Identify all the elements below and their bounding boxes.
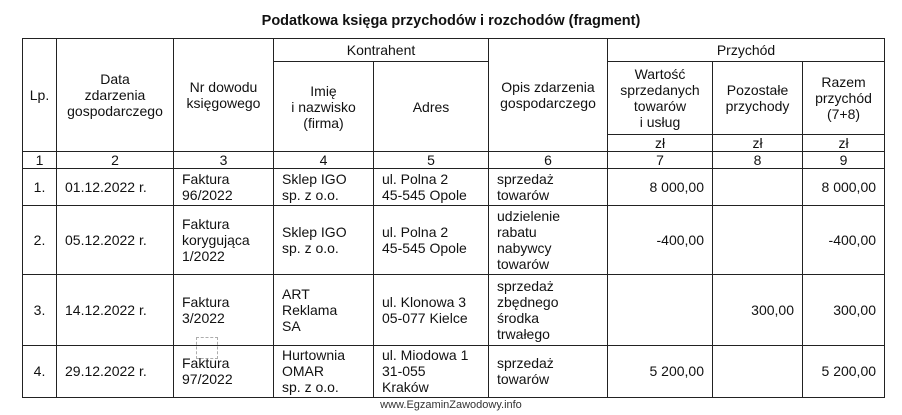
row-doc: Faktura korygująca 1/2022 [174, 206, 274, 275]
currency-sales: zł [608, 134, 713, 151]
row-address: ul. Polna 2 45-545 Opole [374, 169, 489, 206]
row-lp: 1. [23, 169, 57, 206]
row-name: Hurtownia OMAR sp. z o.o. [274, 345, 374, 398]
row-desc: udzielenie rabatu nabywcy towarów [489, 206, 608, 275]
row-date: 05.12.2022 r. [57, 206, 174, 275]
row-sales [608, 274, 713, 345]
header-doc: Nr dowodu księgowego [174, 39, 274, 152]
row-lp: 3. [23, 274, 57, 345]
currency-other: zł [713, 134, 803, 151]
row-total: 8 000,00 [803, 169, 885, 206]
ledger-table [22, 38, 885, 398]
row-address: ul. Polna 2 45-545 Opole [374, 206, 489, 275]
row-other [713, 169, 803, 206]
row-doc: Faktura 96/2022 [174, 169, 274, 206]
row-desc: sprzedaż towarów [489, 169, 608, 206]
row-date: 29.12.2022 r. [57, 345, 174, 398]
row-other [713, 206, 803, 275]
row-name: ART Reklama SA [274, 274, 374, 345]
row-other: 300,00 [713, 274, 803, 345]
row-sales: -400,00 [608, 206, 713, 275]
col-number: 4 [274, 151, 374, 168]
table-row [23, 345, 885, 398]
row-doc: Faktura 3/2022 [174, 274, 274, 345]
row-name: Sklep IGO sp. z o.o. [274, 206, 374, 275]
row-sales: 5 200,00 [608, 345, 713, 398]
header-contractor: Kontrahent [274, 39, 489, 62]
watermark-stamp [196, 337, 218, 359]
header-total: Razem przychód (7+8) [803, 62, 885, 135]
row-other [713, 345, 803, 398]
row-doc: Faktura 97/2022 [174, 345, 274, 398]
col-number: 9 [803, 151, 885, 168]
header-income: Przychód [608, 39, 885, 62]
currency-total: zł [803, 134, 885, 151]
row-address: ul. Miodowa 1 31-055 Kraków [374, 345, 489, 398]
table-row [23, 206, 885, 275]
row-sales: 8 000,00 [608, 169, 713, 206]
row-name: Sklep IGO sp. z o.o. [274, 169, 374, 206]
header-name: Imię i nazwisko (firma) [274, 62, 374, 152]
col-number: 1 [23, 151, 57, 168]
row-total: -400,00 [803, 206, 885, 275]
header-desc: Opis zdarzenia gospodarczego [489, 39, 608, 152]
row-date: 01.12.2022 r. [57, 169, 174, 206]
col-number: 3 [174, 151, 274, 168]
row-total: 300,00 [803, 274, 885, 345]
row-lp: 4. [23, 345, 57, 398]
table-row [23, 169, 885, 206]
header-date: Data zdarzenia gospodarczego [57, 39, 174, 152]
table-row [23, 274, 885, 345]
col-number: 2 [57, 151, 174, 168]
row-address: ul. Klonowa 3 05-077 Kielce [374, 274, 489, 345]
header-address: Adres [374, 62, 489, 152]
header-other: Pozostałe przychody [713, 62, 803, 135]
header-sales: Wartość sprzedanych towarów i usług [608, 62, 713, 135]
header-lp: Lp. [23, 39, 57, 152]
column-number-row [23, 151, 885, 168]
col-number: 6 [489, 151, 608, 168]
col-number: 5 [374, 151, 489, 168]
footer-watermark: www.EgzaminZawodowy.info [380, 399, 522, 411]
col-number: 8 [713, 151, 803, 168]
ledger-title: Podatkowa księga przychodów i rozchodów (fragment) [261, 13, 641, 29]
row-lp: 2. [23, 206, 57, 275]
row-date: 14.12.2022 r. [57, 274, 174, 345]
col-number: 7 [608, 151, 713, 168]
row-desc: sprzedaż towarów [489, 345, 608, 398]
row-desc: sprzedaż zbędnego środka trwałego [489, 274, 608, 345]
row-total: 5 200,00 [803, 345, 885, 398]
